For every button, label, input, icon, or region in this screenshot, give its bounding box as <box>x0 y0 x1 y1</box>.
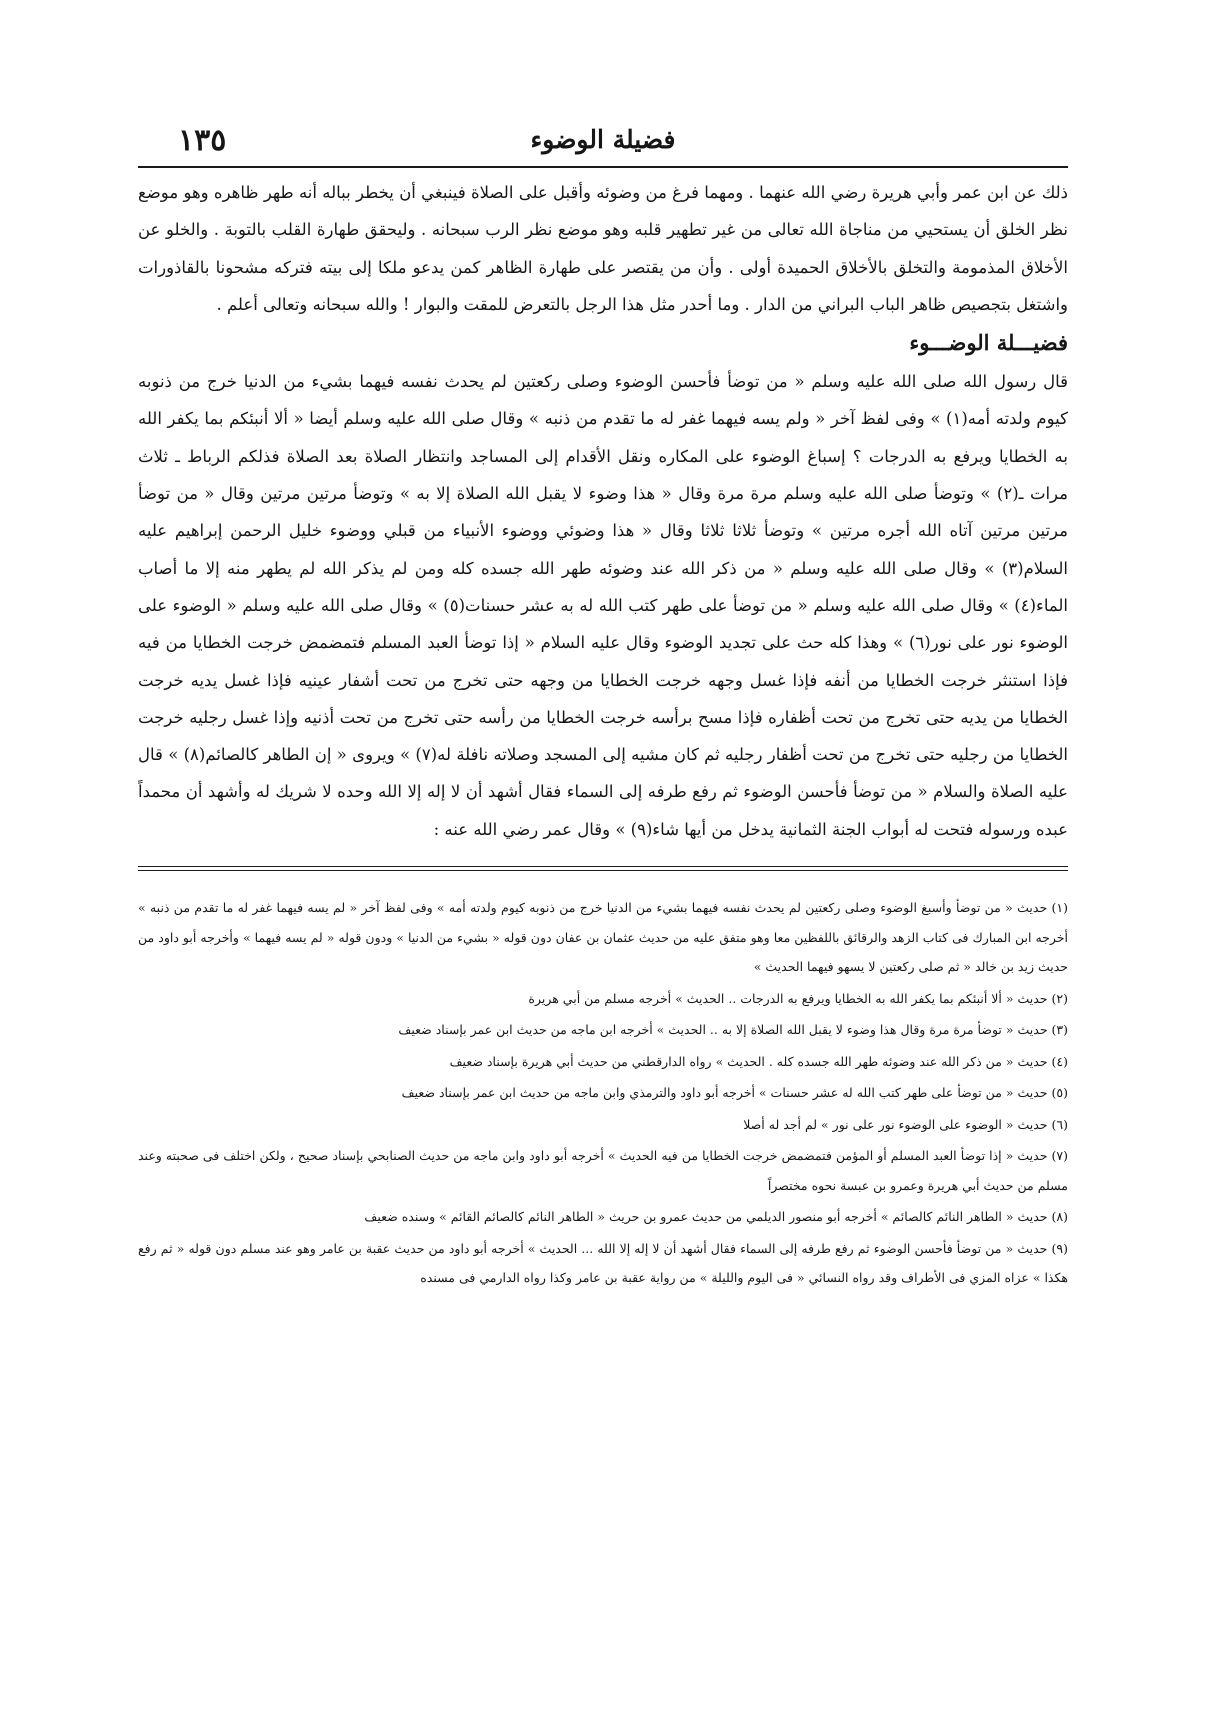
footnote-2: (٢) حديث « ألا أنبئكم بما يكفر الله به الخطايا ويرفع به الدرجات .. الحديث » أخرجه مسلم من أبي هريرة <box>528 990 1068 1006</box>
section-paragraph: قال رسول الله صلى الله عليه وسلم « من توضأ فأحسن الوضوء وصلى ركعتين لم يحدث نفسه فيهما بشيء من الدنيا خرج من ذنوبه كيوم ولدته أمه(١) » وفى لفظ آخر « ولم يسه فيهما غفر له ما تقدم من ذنبه » وقال صلى الله عليه وسلم أيضا « ألا أنبئكم بما يكفر الله به الخطايا ويرفع به الدرجات ؟ إسباغ الوضوء على المكاره ونقل الأقدام إلى المساجد وانتظار الصلاة بعد الصلاة فذلكم الرباط ـ ثلاث مرات ـ(٢) » وتوضأ صلى الله عليه وسلم مرة مرة وقال « هذا وضوء لا يقبل الله الصلاة إلا به » وتوضأ مرتين مرتين وقال « من توضأ مرتين مرتين آتاه الله أجره مرتين » وتوضأ ثلاثا ثلاثا وقال « هذا وضوئي ووضوء الأنبياء من قبلي ووضوء خليل الرحمن إبراهيم عليه السلام(٣) » وقال صلى الله عليه وسلم « من ذكر الله عند وضوئه طهر الله جسده كله ومن لم يذكر الله لم يطهر منه إلا ما أصاب الماء(٤) » وقال صلى الله عليه وسلم « من توضأ على طهر كتب الله له به عشر حسنات(٥) » وقال صلى الله عليه وسلم « الوضوء على الوضوء نور على نور(٦) » وهذا كله حث على تجديد الوضوء وقال عليه السلام « إذا توضأ العبد المسلم فتمضمض خرجت الخطايا من فيه فإذا استنثر خرجت الخطايا من أنفه فإذا غسل وجهه خرجت الخطايا من وجهه حتى تخرج من تحت أشفار عينيه فإذا غسل يديه خرجت الخطايا من يديه حتى تخرج من تحت أظفاره فإذا مسح برأسه خرجت الخطايا من رأسه حتى تخرج من تحت أذنيه وإذا غسل رجليه خرجت الخطايا من رجليه حتى تخرج من تحت أظفار رجليه ثم كان مشيه إلى المسجد وصلاته نافلة له(٧) » ويروى « إن الطاهر كالصائم(٨) » قال عليه الصلاة والسلام « من توضأ فأحسن الوضوء ثم رفع طرفه إلى السماء فقال أشهد أن لا إله إلا الله وحده لا شريك له وأشهد أن محمداً عبده ورسوله فتحت له أبواب الجنة الثمانية يدخل من أيها شاء(٩) » وقال عمر رضي الله عنه : <box>138 372 1068 839</box>
footnote-5: (٥) حديث « من توضأ على طهر كتب الله له عشر حسنات » أخرجه أبو داود والترمذي وابن ماجه من حديث ابن عمر بإسناد ضعيف <box>401 1085 1068 1101</box>
footnote-3: (٣) حديث « توضأ مرة مرة وقال هذا وضوء لا يقبل الله الصلاة إلا به .. الحديث » أخرجه ابن ماجه من حديث ابن عمر بإسناد ضعيف <box>398 1022 1068 1038</box>
intro-paragraph: ذلك عن ابن عمر وأبي هريرة رضي الله عنهما . ومهما فرغ من وضوئه وأقبل على الصلاة فينبغي أن يخطر بباله أنه طهر ظاهره وهو موضع نظر الخلق أن يستحيي من مناجاة الله تعالى من غير تطهير قلبه وهو موضع نظر الرب سبحانه . وليحقق طهارة القلب بالتوبة . والخلو عن الأخلاق المذمومة والتخلق بالأخلاق الحميدة أولى . وأن من يقتصر على طهارة الظاهر كمن يدعو ملكا إلى بيته فتركه مشحونا بالقاذورات واشتغل بتجصيص ظاهر الباب البراني من الدار . وما أحدر مثل هذا الرجل بالتعرض للمقت والبوار ! والله سبحانه وتعالى أعلم . <box>138 183 1068 314</box>
footnote-separator <box>138 866 1068 871</box>
footnote-8: (٨) حديث « الطاهر النائم كالصائم » أخرجه أبو منصور الديلمي من حديث عمرو بن حريث « الطاهر النائم كالصائم القائم » وسنده ضعيف <box>364 1209 1068 1225</box>
section-heading: فضيـــلة الوضـــوء <box>909 330 1068 356</box>
footnotes <box>138 893 1068 1293</box>
main-text <box>138 174 1068 848</box>
page-number: ١٣٥ <box>178 123 227 158</box>
running-header <box>138 112 1068 160</box>
book-page <box>138 112 1068 1672</box>
footnote-4: (٤) حديث « من ذكر الله عند وضوئه طهر الله جسده كله . الحديث » رواه الدارقطني من حديث أبي هريرة بإسناد ضعيف <box>449 1053 1068 1069</box>
running-title: فضيلة الوضوء <box>530 125 676 154</box>
footnote-1: (١) حديث « من توضأ وأسبغ الوضوء وصلى ركعتين لم يحدث نفسه فيهما بشيء من الدنيا خرج من ذنوبه كيوم ولدته أمه » وفى لفظ آخر « لم يسه فيهما غفر له ما تقدم من ذنبه » أخرجه ابن المبارك فى كتاب الزهد والرقائق باللفظين معا وهو متفق عليه من حديث عثمان بن عفان دون قوله « بشيء من الدنيا » ودون قوله « لم يسه فيهما » وأخرجه أبو داود من حديث زيد بن خالد « ثم صلى ركعتين لا يسهو فيهما الحديث » <box>138 900 1068 975</box>
header-rule <box>138 166 1068 168</box>
footnote-7: (٧) حديث « إذا توضأ العبد المسلم أو المؤمن فتمضمض خرجت الخطايا من فيه الحديث » أخرجه أبو داود وابن ماجه من حديث الصنابحي بإسناد صحيح ، ولكن اختلف فى صحبته وعند مسلم من حديث أبي هريرة وعمرو بن عبسة نحوه مختصراً <box>138 1148 1068 1193</box>
footnote-9: (٩) حديث « من توضأ فأحسن الوضوء ثم رفع طرفه إلى السماء فقال أشهد أن لا إله إلا الله ... الحديث » أخرجه أبو داود من حديث عقبة بن عامر وهو عند مسلم دون قوله « ثم رفع هكذا » عزاه المزي فى الأطراف وقد رواه النسائي « فى اليوم والليلة » من رواية عقبة بن عامر وكذا رواه الدارمي فى مسنده <box>138 1240 1068 1286</box>
footnote-6: (٦) حديث « الوضوء على الوضوء نور على نور » لم أجد له أصلا <box>743 1116 1068 1132</box>
